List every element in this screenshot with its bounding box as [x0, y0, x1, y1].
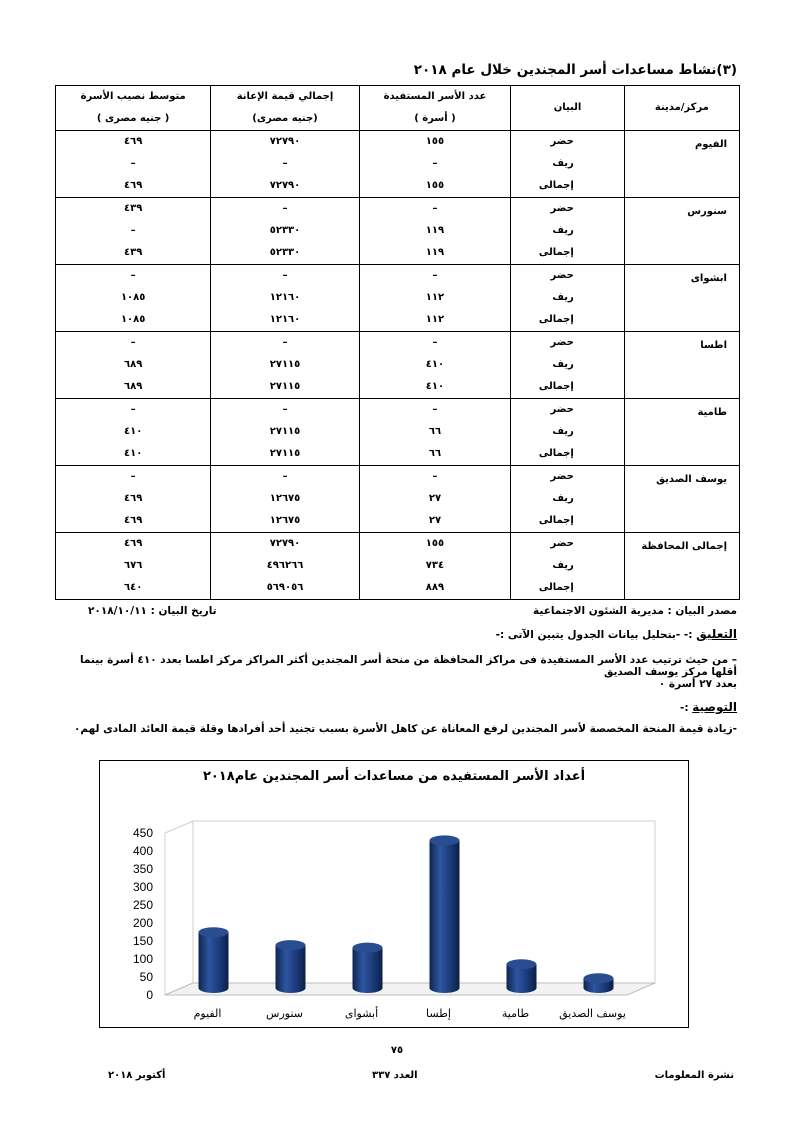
families-cell: ٢٧ — [359, 488, 511, 510]
statement-cell: إجمالى — [511, 242, 625, 265]
total-cell: ٢٧١١٥ — [211, 354, 359, 376]
statement-cell: ريف — [511, 220, 625, 242]
total-cell: ١٢١٦٠ — [211, 309, 359, 332]
y-tick-label: 450 — [132, 826, 153, 840]
bar — [199, 932, 229, 993]
average-cell: ٤٣٩ — [56, 198, 211, 221]
x-tick-label: الفيوم — [193, 1007, 222, 1020]
bar-chart — [100, 761, 688, 1027]
source-note: مصدر البيان : مديرية الشئون الاجتماعية — [533, 605, 737, 617]
average-cell: ٦٨٩ — [56, 354, 211, 376]
families-cell: ٨٨٩ — [359, 577, 511, 600]
y-tick-label: 400 — [132, 844, 153, 858]
footer-date: أكتوبر ٢٠١٨ — [108, 1070, 166, 1081]
statement-cell: حضر — [511, 198, 625, 221]
y-tick-label: 200 — [132, 916, 153, 930]
total-cell: – — [211, 466, 359, 489]
y-tick-label: 50 — [139, 970, 153, 984]
average-cell: ٤٦٩ — [56, 488, 211, 510]
total-cell: ١٢١٦٠ — [211, 287, 359, 309]
page-number: ٧٥ — [390, 1045, 404, 1056]
total-cell: ٧٢٧٩٠ — [211, 131, 359, 154]
comment-line — [496, 627, 737, 641]
bar-top — [353, 943, 383, 953]
families-cell: ٦٦ — [359, 443, 511, 466]
statement-cell: ريف — [511, 354, 625, 376]
statement-cell: ريف — [511, 421, 625, 443]
table-row — [56, 466, 740, 489]
y-tick-label: 350 — [132, 862, 153, 876]
table-header-row — [56, 86, 740, 131]
families-cell: – — [359, 466, 511, 489]
region-cell: ابشواى — [624, 265, 739, 332]
footer-publication: نشرة المعلومات — [654, 1070, 734, 1081]
region-cell: طامية — [624, 399, 739, 466]
header-region: مركز/مدينة — [624, 86, 739, 131]
families-cell: – — [359, 399, 511, 422]
bar-top — [276, 940, 306, 950]
average-cell: – — [56, 466, 211, 489]
average-cell: ١٠٨٥ — [56, 287, 211, 309]
statement-cell: إجمالى — [511, 577, 625, 600]
bar — [276, 945, 306, 993]
families-cell: ١٥٥ — [359, 533, 511, 556]
x-tick-label: إطسا — [426, 1007, 451, 1020]
header-families: عدد الأسر المستفيدة ( أسرة ) — [359, 86, 511, 131]
families-cell: ٤١٠ — [359, 376, 511, 399]
total-cell: ٢٧١١٥ — [211, 376, 359, 399]
statement-cell: حضر — [511, 265, 625, 288]
page-title: (٣)نشاط مساعدات أسر المجندين خلال عام ٢٠١٨ — [413, 62, 737, 78]
total-cell: ١٢٦٧٥ — [211, 488, 359, 510]
average-cell: ٤١٠ — [56, 421, 211, 443]
comment-label: التعليق — [696, 627, 737, 641]
statement-cell: إجمالى — [511, 510, 625, 533]
families-cell: ٧٣٤ — [359, 555, 511, 577]
comment-body-2: بعدد ٢٧ أسرة ٠ — [658, 678, 737, 690]
bar — [430, 840, 460, 993]
families-cell: – — [359, 332, 511, 355]
average-cell: ٦٨٩ — [56, 376, 211, 399]
table-row — [56, 533, 740, 556]
statement-cell: حضر — [511, 332, 625, 355]
table-row — [56, 131, 740, 154]
average-cell: ٤١٠ — [56, 443, 211, 466]
recommendation-suffix: :- — [679, 702, 689, 714]
region-cell: يوسف الصديق — [624, 466, 739, 533]
total-cell: – — [211, 265, 359, 288]
bar — [353, 948, 383, 993]
statement-cell: ريف — [511, 555, 625, 577]
header-average: متوسط نصيب الأسرة ( جنيه مصرى ) — [56, 86, 211, 131]
average-cell: – — [56, 399, 211, 422]
chart-back-wall — [193, 821, 655, 983]
families-cell: ١١٢ — [359, 287, 511, 309]
x-tick-label: سنورس — [266, 1007, 303, 1020]
y-tick-label: 100 — [132, 952, 153, 966]
data-date: تاريخ البيان : ٢٠١٨/١٠/١١ — [88, 605, 217, 617]
header-statement: البيان — [511, 86, 625, 131]
total-cell: ٢٧١١٥ — [211, 421, 359, 443]
y-tick-label: 0 — [146, 988, 153, 1002]
total-cell: – — [211, 399, 359, 422]
x-tick-label: يوسف الصديق — [559, 1007, 626, 1020]
chart-frame — [99, 760, 689, 1028]
statement-cell: إجمالى — [511, 175, 625, 198]
statement-cell: إجمالى — [511, 309, 625, 332]
average-cell: ٦٧٦ — [56, 555, 211, 577]
region-cell: سنورس — [624, 198, 739, 265]
total-cell: ٤٩٦٢٦٦ — [211, 555, 359, 577]
recommendation-label: التوصية — [692, 700, 737, 714]
table-row — [56, 332, 740, 355]
header-total: إجمالي قيمة الإعانة (جنيه مصرى) — [211, 86, 359, 131]
chart-title: أعداد الأسر المستفيده من مساعدات أسر المجندين عام٢٠١٨ — [202, 769, 586, 784]
statement-cell: إجمالى — [511, 443, 625, 466]
total-cell: – — [211, 198, 359, 221]
table-row — [56, 399, 740, 422]
statement-cell: حضر — [511, 533, 625, 556]
region-cell: إجمالى المحافظة — [624, 533, 739, 600]
average-cell: ١٠٨٥ — [56, 309, 211, 332]
average-cell: ٤٦٩ — [56, 510, 211, 533]
total-cell: ٧٢٧٩٠ — [211, 175, 359, 198]
comment-body-1: – من حيث ترتيب عدد الأسر المستفيدة فى مراكز المحافظة من منحة أسر المجندين أكثر المراكز مركز اطسا بعدد ٤١٠ أسرة بينما أقلها مركز يوسف الصديق — [79, 654, 737, 678]
x-tick-label: طامية — [501, 1007, 530, 1020]
statement-cell: حضر — [511, 466, 625, 489]
statement-cell: ريف — [511, 488, 625, 510]
total-cell: – — [211, 153, 359, 175]
average-cell: – — [56, 332, 211, 355]
families-cell: – — [359, 265, 511, 288]
average-cell: – — [56, 220, 211, 242]
bar-top — [199, 927, 229, 937]
region-cell: الفيوم — [624, 131, 739, 198]
bar-top — [584, 973, 614, 983]
statement-cell: ريف — [511, 287, 625, 309]
region-cell: اطسا — [624, 332, 739, 399]
average-cell: – — [56, 153, 211, 175]
bar-top — [430, 835, 460, 845]
total-cell: ٥٢٣٣٠ — [211, 242, 359, 265]
families-cell: – — [359, 198, 511, 221]
table-row — [56, 198, 740, 221]
recommendation-line — [680, 700, 737, 714]
families-cell: ١٥٥ — [359, 131, 511, 154]
footer-issue: العدد ٣٣٧ — [372, 1070, 418, 1081]
families-cell: ٤١٠ — [359, 354, 511, 376]
families-cell: ١٥٥ — [359, 175, 511, 198]
families-cell: – — [359, 153, 511, 175]
total-cell: ٧٢٧٩٠ — [211, 533, 359, 556]
statement-cell: حضر — [511, 399, 625, 422]
total-cell: ٢٧١١٥ — [211, 443, 359, 466]
families-cell: ١١٩ — [359, 242, 511, 265]
data-table — [55, 85, 740, 600]
families-cell: ١١٢ — [359, 309, 511, 332]
families-cell: ٢٧ — [359, 510, 511, 533]
average-cell: ٤٦٩ — [56, 533, 211, 556]
average-cell: – — [56, 265, 211, 288]
average-cell: ٤٦٩ — [56, 175, 211, 198]
comment-intro: :- -بتحليل بيانات الجدول يتبين الآتى :- — [495, 629, 693, 641]
average-cell: ٤٣٩ — [56, 242, 211, 265]
total-cell: ١٢٦٧٥ — [211, 510, 359, 533]
bar-top — [507, 959, 537, 969]
y-tick-label: 150 — [132, 934, 153, 948]
average-cell: ٦٤٠ — [56, 577, 211, 600]
statement-cell: حضر — [511, 131, 625, 154]
y-tick-label: 300 — [132, 880, 153, 894]
chart-floor — [165, 983, 655, 995]
average-cell: ٤٦٩ — [56, 131, 211, 154]
y-tick-label: 250 — [132, 898, 153, 912]
total-cell: ٥٢٣٣٠ — [211, 220, 359, 242]
families-cell: ١١٩ — [359, 220, 511, 242]
families-cell: ٦٦ — [359, 421, 511, 443]
statement-cell: ريف — [511, 153, 625, 175]
table-row — [56, 265, 740, 288]
x-tick-label: أبشواى — [344, 1007, 379, 1020]
total-cell: ٥٦٩٠٥٦ — [211, 577, 359, 600]
statement-cell: إجمالى — [511, 376, 625, 399]
recommendation-body: -زيادة قيمة المنحة المخصصة لأسر المجندين لرفع المعاناة عن كاهل الأسرة بسبب تجنيد أحد أفرادها وقلة قيمة العائد المادى لهم٠ — [73, 723, 737, 735]
chart-side-wall — [165, 821, 193, 995]
total-cell: – — [211, 332, 359, 355]
